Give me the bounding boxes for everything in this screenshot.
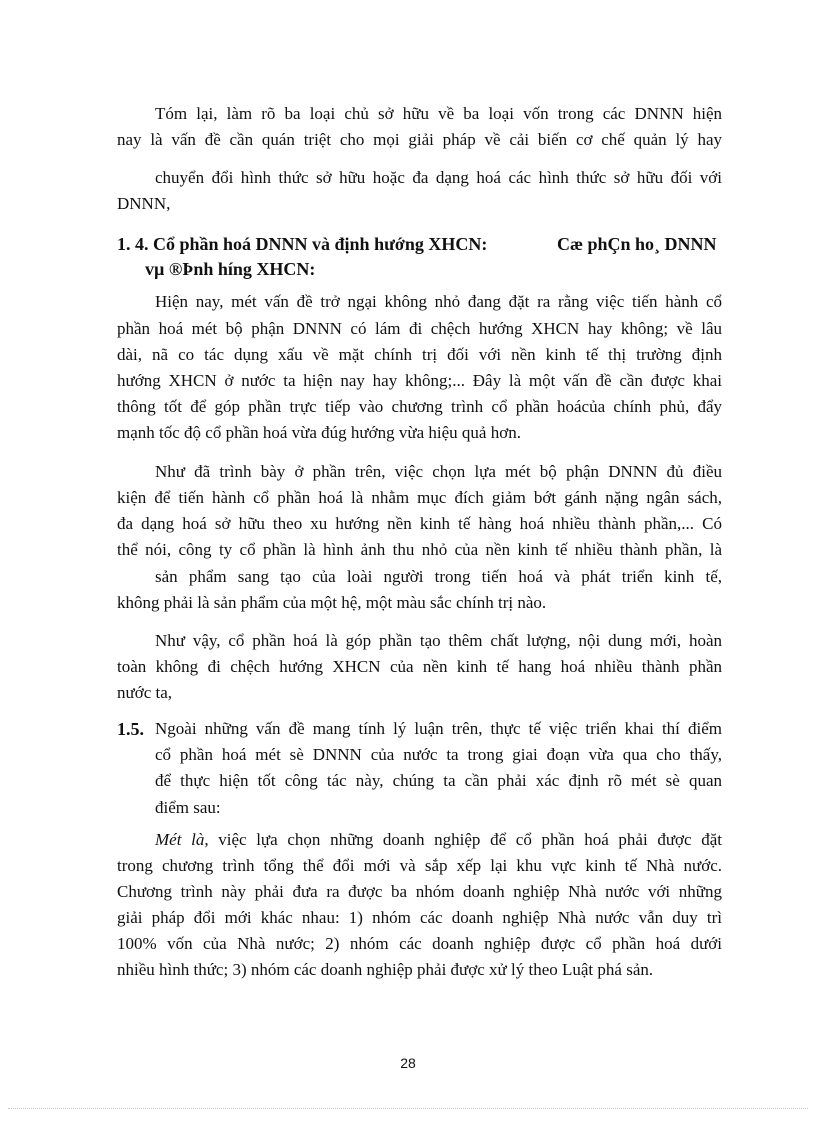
p2-line-2: phần hoá mét bộ phận DNNN có lám đi chệch hướng XHCN hay không; về lâu — [117, 319, 722, 338]
section-1-5-line-3: để thực hiện tốt công tác này, chúng ta cần phải xác định rõ mét sè quan — [155, 771, 722, 790]
section-1-5-number: 1.5. — [117, 719, 144, 739]
p2-line-3: dài, nã co tác dụng xấu về mặt chính trị đối với nền kinh tế thị trường định — [117, 345, 722, 364]
p5-line-4: giải pháp đổi mới khác nhau: 1) nhóm các doanh nghiệp Nhà nước vẫn duy trì — [117, 908, 722, 927]
p1-line-3: chuyển đổi hình thức sở hữu hoặc đa dạng hoá các hình thức sở hữu đối với — [155, 168, 722, 187]
p3-line-3: đa dạng hoá sở hữu theo xu hướng nền kinh tế hàng hoá nhiều thành phần,... Có — [117, 514, 722, 533]
p3-line-2: kiện để tiến hành cổ phần hoá là nhằm mục đích giảm bớt gánh nặng ngân sách, — [117, 488, 722, 507]
p3-line-1: Như đã trình bày ở phần trên, việc chọn lựa mét bộ phận DNNN đủ điều — [155, 462, 722, 481]
p5-line-2: trong chương trình tổng thể đổi mới và sắp xếp lại khu vực kinh tế Nhà nước. — [117, 856, 722, 875]
p2-line-6: mạnh tốc độ cổ phần hoá vừa đúg hướng vừa hiệu quả hơn. — [117, 423, 521, 442]
p5-line-3: Chương trình này phải đưa ra được ba nhóm doanh nghiệp Nhà nước với những — [117, 882, 722, 901]
section-1-5-line-1: Ngoài những vấn đề mang tính lý luận trên, thực tế việc triển khai thí điểm — [155, 719, 722, 738]
p1-line-2: nay là vấn đề cần quán triệt cho mọi giải pháp về cải biến cơ chế quản lý hay — [117, 130, 722, 149]
p4-line-3: nước ta, — [117, 683, 173, 702]
p1-line-1: Tóm lại, làm rõ ba loại chủ sở hữu về ba loại vốn trong các DNNN hiện — [155, 104, 722, 123]
p5-line-5: 100% vốn của Nhà nước; 2) nhóm các doanh nghiệp được cổ phần hoá dưới — [117, 934, 722, 953]
p3-line-5: sản phẩm sang tạo của loài người trong tiến hoá và phát triển kinh tế, — [155, 567, 722, 586]
section-1-5-line-2: cổ phần hoá mét sè DNNN của nước ta trong giai đoạn vừa qua cho thấy, — [155, 745, 722, 764]
p4-line-1: Như vậy, cổ phần hoá là góp phần tạo thêm chất lượng, nội dung mới, hoàn — [155, 631, 722, 650]
heading-1-4-garbled-right: Cæ phÇn ho¸ DNNN — [557, 234, 717, 254]
p2-line-4: hướng XHCN ở nước ta hiện nay hay không;... Đây là một vấn đề cần được khai — [117, 371, 722, 390]
p5-line-1-rest: , việc lựa chọn những doanh nghiệp để cổ phần hoá phải được đặt — [204, 830, 723, 849]
p5-line-6: nhiều hình thức; 3) nhóm các doanh nghiệp phải được xử lý theo Luật phá sản. — [117, 960, 654, 979]
page-number: 28 — [400, 1055, 416, 1071]
heading-1-4-garbled-line2: vµ ®Þnh híng XHCN: — [145, 259, 316, 279]
p5-italic-lead: Mét là — [155, 830, 205, 849]
p2-line-5: thông tốt để góp phần trực tiếp vào chương trình cổ phần hoácủa chính phủ, đẩy — [117, 397, 722, 416]
p2-line-1: Hiện nay, mét vấn đề trở ngại không nhỏ đang đặt ra rằng việc tiến hành cổ — [155, 292, 722, 311]
section-1-5-line-4: điểm sau: — [155, 798, 221, 817]
p4-line-2: toàn không đi chệch hướng XHCN của nền kinh tế hang hoá nhiều thành phần — [117, 657, 722, 676]
p1-line-4: DNNN, — [117, 194, 171, 213]
page-bottom-divider — [8, 1108, 808, 1109]
heading-1-4: 1. 4. Cổ phần hoá DNNN và định hướng XHCN: — [117, 234, 488, 254]
p5-line-1 — [155, 829, 722, 851]
p3-line-4: thể nói, công ty cổ phần là hình ảnh thu nhỏ của nền kinh tế nhiều thành phần, là — [117, 540, 722, 559]
p3-line-6: không phải là sản phẩm của một hệ, một màu sắc chính trị nào. — [117, 593, 547, 612]
